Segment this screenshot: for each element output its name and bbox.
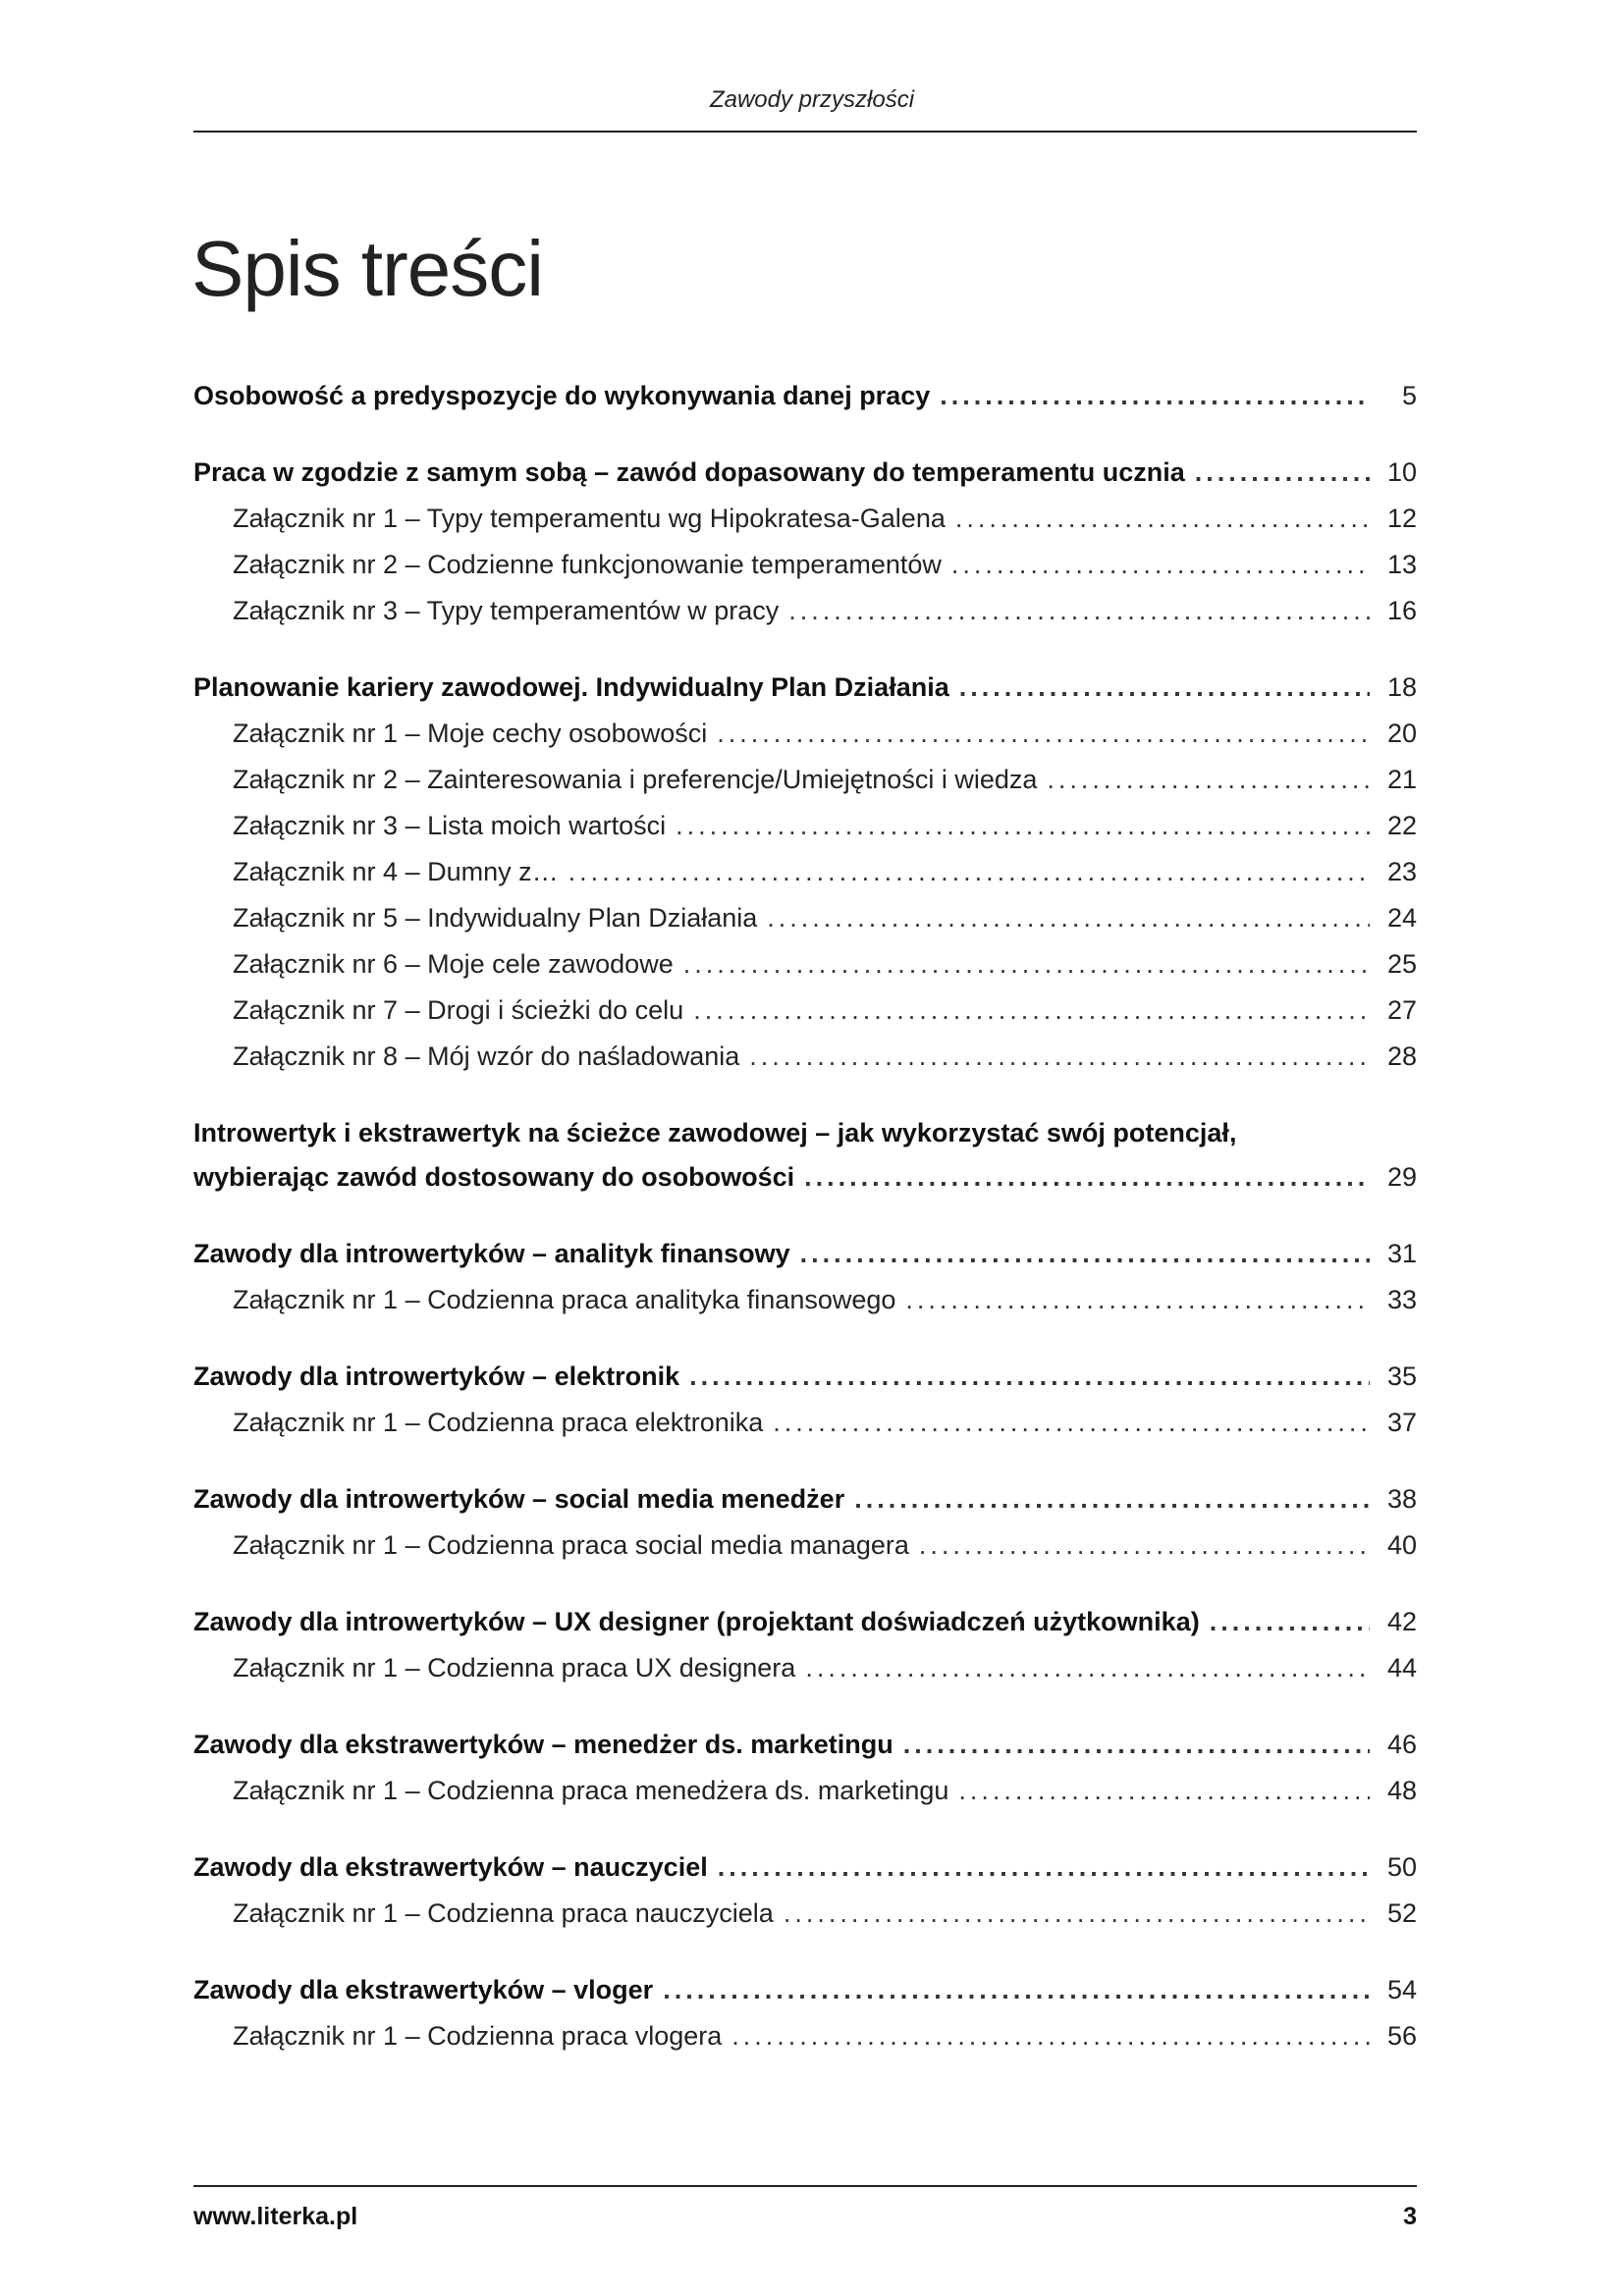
toc-entry-title: Załącznik nr 1 – Codzienna praca elektronika — [233, 1408, 764, 1437]
dot-leader — [905, 1285, 1370, 1315]
toc-page-number: 18 — [1386, 672, 1417, 702]
dot-leader — [788, 596, 1370, 626]
toc-page-number: 23 — [1386, 857, 1417, 886]
toc-entry-main[interactable] — [193, 1852, 1417, 1898]
toc-group — [193, 1852, 1417, 1945]
dot-leader — [689, 1362, 1370, 1392]
toc-entry-title: Załącznik nr 4 – Dumny z… — [233, 857, 559, 886]
toc-entry-title: Załącznik nr 2 – Codzienne funkcjonowanie temperamentów — [233, 550, 942, 579]
toc-entry-sub[interactable] — [193, 2021, 1417, 2067]
page-title: Spis treści — [191, 225, 543, 312]
dot-leader — [731, 2021, 1370, 2052]
toc-entry-title: Załącznik nr 1 – Codzienna praca nauczyciela — [233, 1898, 774, 1928]
toc-entry-title: Zawody dla introwertyków – social media menedżer — [193, 1484, 845, 1514]
toc-entry-sub[interactable] — [193, 1776, 1417, 1822]
dot-leader — [749, 1041, 1370, 1072]
toc-entry-title: Załącznik nr 2 – Zainteresowania i preferencje/Umiejętności i wiedza — [233, 765, 1038, 794]
dot-leader — [958, 1776, 1370, 1806]
toc-page-number: 10 — [1386, 457, 1417, 487]
dot-leader — [767, 903, 1370, 934]
toc-page-number: 27 — [1386, 995, 1417, 1025]
toc-entry-main[interactable] — [193, 381, 1417, 427]
toc-page-number: 54 — [1386, 1975, 1417, 2004]
dot-leader — [951, 550, 1370, 580]
toc-entry-sub[interactable] — [193, 1898, 1417, 1945]
toc-entry-title: Załącznik nr 1 – Typy temperamentu wg Hipokratesa-Galena — [233, 504, 946, 533]
toc-page-number: 35 — [1386, 1362, 1417, 1391]
toc-entry-title: Załącznik nr 1 – Codzienna praca vlogera — [233, 2021, 723, 2051]
dot-leader — [805, 1653, 1370, 1683]
toc-entry-title: Zawody dla ekstrawertyków – nauczyciel — [193, 1852, 708, 1882]
toc-entry-sub[interactable] — [193, 1041, 1417, 1088]
footer-page-number: 3 — [1403, 2203, 1417, 2230]
toc-entry-sub[interactable] — [193, 857, 1417, 903]
dot-leader — [676, 811, 1370, 841]
toc-entry-main[interactable] — [193, 672, 1417, 719]
toc-entry-title: Załącznik nr 3 – Typy temperamentów w pracy — [233, 596, 780, 625]
dot-leader — [800, 1239, 1370, 1269]
toc-entry-title: Załącznik nr 1 – Codzienna praca analityka finansowego — [233, 1285, 896, 1314]
toc-page-number: 16 — [1386, 596, 1417, 625]
toc-page-number: 46 — [1386, 1730, 1417, 1759]
dot-leader — [717, 719, 1370, 749]
toc-entry-title: Zawody dla introwertyków – analityk finansowy — [193, 1239, 790, 1268]
dot-leader — [959, 672, 1370, 703]
toc-page-number: 29 — [1386, 1162, 1417, 1192]
toc-entry-title: Załącznik nr 7 – Drogi i ścieżki do celu — [233, 995, 684, 1025]
dot-leader — [955, 504, 1370, 534]
toc-page-number: 50 — [1386, 1852, 1417, 1882]
dot-leader — [804, 1162, 1370, 1193]
toc-page-number: 33 — [1386, 1285, 1417, 1314]
footer-website-link[interactable]: www.literka.pl — [193, 2203, 358, 2230]
dot-leader — [854, 1484, 1370, 1515]
toc-entry-title: Osobowość a predyspozycje do wykonywania danej pracy — [193, 381, 931, 410]
toc-entry-main[interactable] — [193, 457, 1417, 504]
toc-page-number: 21 — [1386, 765, 1417, 794]
dot-leader — [784, 1898, 1370, 1929]
toc-page-number: 22 — [1386, 811, 1417, 840]
toc-entry-sub[interactable] — [193, 1285, 1417, 1331]
toc-page-number: 37 — [1386, 1408, 1417, 1437]
toc-entry-sub[interactable] — [193, 949, 1417, 995]
toc-entry-title: Załącznik nr 1 – Codzienna praca menedżera ds. marketingu — [233, 1776, 949, 1805]
toc-group — [193, 381, 1417, 427]
toc-entry-sub[interactable] — [193, 903, 1417, 949]
toc-entry-sub[interactable] — [193, 811, 1417, 857]
toc-entry-title: Załącznik nr 6 – Moje cele zawodowe — [233, 949, 674, 979]
toc-entry-main[interactable] — [193, 1362, 1417, 1408]
toc-entry-title: Załącznik nr 8 – Mój wzór do naśladowania — [233, 1041, 740, 1071]
toc-group — [193, 1118, 1417, 1208]
toc-page-number: 42 — [1386, 1607, 1417, 1636]
toc-entry-sub[interactable] — [193, 550, 1417, 596]
toc-entry-title: Zawody dla ekstrawertyków – vloger — [193, 1975, 654, 2004]
header-rule — [193, 131, 1417, 133]
dot-leader — [568, 857, 1370, 887]
toc-group — [193, 1975, 1417, 2067]
dot-leader — [903, 1730, 1370, 1760]
dot-leader — [1047, 765, 1370, 795]
toc-page-number: 13 — [1386, 550, 1417, 579]
toc-page-number: 52 — [1386, 1898, 1417, 1928]
toc-entry-sub[interactable] — [193, 504, 1417, 550]
toc-entry-title: wybierając zawód dostosowany do osobowości — [193, 1162, 795, 1192]
dot-leader — [773, 1408, 1370, 1438]
toc-group — [193, 1730, 1417, 1822]
toc-entry-sub[interactable] — [193, 765, 1417, 811]
toc-page-number: 28 — [1386, 1041, 1417, 1071]
toc-page-number: 48 — [1386, 1776, 1417, 1805]
toc-group — [193, 1362, 1417, 1454]
toc-group — [193, 1607, 1417, 1699]
toc-entry-sub[interactable] — [193, 1530, 1417, 1576]
toc-entry-main[interactable] — [193, 1730, 1417, 1776]
toc-page-number: 56 — [1386, 2021, 1417, 2051]
toc-entry-title: Planowanie kariery zawodowej. Indywidualny Plan Działania — [193, 672, 949, 702]
footer-rule — [193, 2185, 1417, 2187]
toc-entry-sub[interactable] — [193, 995, 1417, 1041]
toc-entry-title-line1[interactable]: Introwertyk i ekstrawertyk na ścieżce zawodowej – jak wykorzystać swój potencjał, — [193, 1118, 1237, 1148]
toc-page-number: 24 — [1386, 903, 1417, 933]
toc-entry-sub[interactable] — [193, 1408, 1417, 1454]
toc-group — [193, 457, 1417, 642]
dot-leader — [1195, 457, 1370, 488]
toc-entry-title: Załącznik nr 1 – Moje cechy osobowości — [233, 719, 708, 748]
toc-page-number: 38 — [1386, 1484, 1417, 1514]
dot-leader — [683, 949, 1370, 980]
toc-entry-sub[interactable] — [193, 1653, 1417, 1699]
toc-entry-title: Załącznik nr 3 – Lista moich wartości — [233, 811, 667, 840]
toc-page-number: 40 — [1386, 1530, 1417, 1560]
toc-entry-main[interactable] — [193, 1484, 1417, 1530]
toc-page-number: 44 — [1386, 1653, 1417, 1682]
toc-entry-main[interactable] — [193, 1239, 1417, 1285]
toc-entry-title: Zawody dla ekstrawertyków – menedżer ds. marketingu — [193, 1730, 893, 1759]
dot-leader — [718, 1852, 1370, 1883]
toc-entry-sub[interactable] — [193, 596, 1417, 642]
dot-leader — [1210, 1607, 1370, 1637]
toc-page-number: 5 — [1401, 381, 1417, 410]
toc-entry-title: Zawody dla introwertyków – UX designer (projektant doświadczeń użytkownika) — [193, 1607, 1200, 1636]
toc-entry-main[interactable] — [193, 1162, 1417, 1208]
dot-leader — [693, 995, 1370, 1026]
toc-page-number: 12 — [1386, 504, 1417, 533]
toc-entry-title: Załącznik nr 1 – Codzienna praca UX designera — [233, 1653, 796, 1682]
table-of-contents — [193, 381, 1417, 2098]
dot-leader — [663, 1975, 1370, 2005]
toc-group — [193, 1484, 1417, 1576]
running-header: Zawody przyszłości — [709, 86, 915, 113]
toc-page-number: 31 — [1386, 1239, 1417, 1268]
toc-group — [193, 672, 1417, 1088]
toc-entry-title: Załącznik nr 1 – Codzienna praca social media managera — [233, 1530, 909, 1560]
toc-entry-main[interactable] — [193, 1607, 1417, 1653]
toc-entry-title: Załącznik nr 5 – Indywidualny Plan Działania — [233, 903, 758, 933]
toc-entry-title: Zawody dla introwertyków – elektronik — [193, 1362, 680, 1391]
toc-entry-sub[interactable] — [193, 719, 1417, 765]
toc-entry-main[interactable] — [193, 1975, 1417, 2021]
toc-group — [193, 1239, 1417, 1331]
dot-leader — [940, 381, 1370, 411]
toc-page-number: 20 — [1386, 719, 1417, 748]
toc-page-number: 25 — [1386, 949, 1417, 979]
toc-entry-title: Praca w zgodzie z samym sobą – zawód dopasowany do temperamentu ucznia — [193, 457, 1185, 487]
dot-leader — [919, 1530, 1370, 1561]
